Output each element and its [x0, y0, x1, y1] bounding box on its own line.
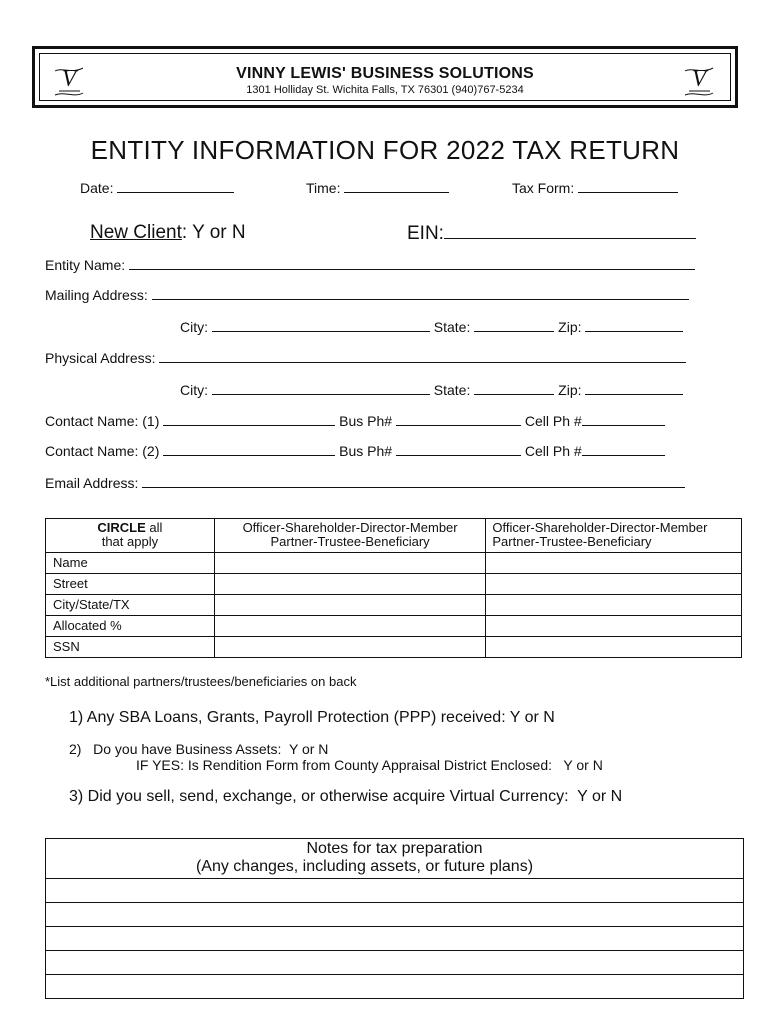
notes-header	[46, 839, 744, 879]
mailing-city-state-zip: City: State: Zip:	[180, 318, 683, 335]
contact-1-cell-phone-input-line[interactable]	[582, 412, 665, 426]
ein-field: EIN:	[407, 222, 696, 245]
row-label-allocated: Allocated %	[46, 616, 215, 637]
table-cell[interactable]	[486, 595, 742, 616]
table-cell[interactable]	[214, 616, 486, 637]
table-cell[interactable]	[486, 553, 742, 574]
table-cell[interactable]	[486, 574, 742, 595]
table-row	[46, 574, 742, 595]
time-input-line[interactable]	[344, 179, 449, 193]
notes-title: Notes for tax preparation	[306, 840, 483, 857]
contact-1-bus-phone-input-line[interactable]	[396, 412, 521, 426]
officer-table-header-row	[46, 519, 742, 553]
table-row	[46, 595, 742, 616]
table-row	[46, 637, 742, 658]
row-label-ssn: SSN	[46, 637, 215, 658]
mailing-address-field: Mailing Address:	[45, 286, 689, 303]
notes-subtitle: (Any changes, including assets, or future plans)	[195, 858, 534, 875]
contact-2-field: Contact Name: (2) Bus Ph# Cell Ph #	[45, 442, 665, 459]
circle-all-header: CIRCLE all that apply	[46, 519, 215, 553]
new-client-label: New Client	[90, 222, 182, 243]
row-label-street: Street	[46, 574, 215, 595]
entity-name-field: Entity Name:	[45, 256, 695, 273]
tax-form-field: Tax Form:	[512, 179, 678, 196]
officer-column-header-1[interactable]: Officer-Shareholder-Director-Member Partner-Trustee-Beneficiary	[214, 519, 486, 553]
physical-zip-input-line[interactable]	[585, 381, 683, 395]
officer-column-header-2[interactable]: Officer-Shareholder-Director-Member Partner-Trustee-Beneficiary	[486, 519, 742, 553]
contact-1-field: Contact Name: (1) Bus Ph# Cell Ph #	[45, 412, 665, 429]
table-cell[interactable]	[214, 595, 486, 616]
mailing-zip-input-line[interactable]	[585, 318, 683, 332]
physical-address-input-line[interactable]	[159, 349, 686, 363]
question-2-followup[interactable]: IF YES: Is Rendition Form from County Appraisal District Enclosed: Y or N	[136, 757, 603, 773]
company-name: VINNY LEWIS' BUSINESS SOLUTIONS	[236, 65, 534, 82]
notes-header-row	[46, 839, 744, 879]
row-label-city-state: City/State/TX	[46, 595, 215, 616]
notes-line[interactable]	[46, 879, 744, 903]
email-address-input-line[interactable]	[142, 474, 685, 488]
physical-state-input-line[interactable]	[474, 381, 554, 395]
table-cell[interactable]	[214, 637, 486, 658]
notes-line[interactable]	[46, 903, 744, 927]
table-cell[interactable]	[214, 574, 486, 595]
physical-city-state-zip: City: State: Zip:	[180, 381, 683, 398]
notes-line[interactable]	[46, 951, 744, 975]
logo-v-icon: V	[52, 62, 86, 100]
letterhead-inner-border	[39, 53, 731, 101]
contact-1-name-input-line[interactable]	[163, 412, 335, 426]
additional-partners-note: *List additional partners/trustees/beneficiaries on back	[45, 674, 357, 689]
company-address: 1301 Holliday St. Wichita Falls, TX 76301 (940)767-5234	[246, 84, 524, 96]
table-row	[46, 616, 742, 637]
email-address-field: Email Address:	[45, 474, 685, 491]
notes-line[interactable]	[46, 927, 744, 951]
mailing-city-input-line[interactable]	[212, 318, 430, 332]
row-label-name: Name	[46, 553, 215, 574]
contact-2-name-input-line[interactable]	[163, 442, 335, 456]
letterhead	[32, 46, 738, 108]
question-3[interactable]: 3) Did you sell, send, exchange, or otherwise acquire Virtual Currency: Y or N	[69, 788, 623, 805]
table-row	[46, 553, 742, 574]
physical-city-input-line[interactable]	[212, 381, 430, 395]
tax-form-input-line[interactable]	[578, 179, 678, 193]
mailing-state-input-line[interactable]	[474, 318, 554, 332]
table-cell[interactable]	[214, 553, 486, 574]
date-field: Date:	[80, 179, 234, 196]
entity-name-input-line[interactable]	[129, 256, 695, 270]
logo-v-icon: V	[682, 62, 716, 100]
contact-2-bus-phone-input-line[interactable]	[396, 442, 521, 456]
question-2[interactable]: 2) Do you have Business Assets: Y or N	[69, 741, 329, 757]
question-1[interactable]: 1) Any SBA Loans, Grants, Payroll Protection (PPP) received: Y or N	[69, 709, 555, 726]
table-cell[interactable]	[486, 637, 742, 658]
date-input-line[interactable]	[117, 179, 234, 193]
physical-address-field: Physical Address:	[45, 349, 686, 366]
new-client-options[interactable]: : Y or N	[181, 222, 246, 243]
ein-input-line[interactable]	[444, 222, 696, 239]
mailing-address-input-line[interactable]	[152, 286, 689, 300]
time-field: Time:	[306, 179, 449, 196]
new-client-field	[90, 222, 246, 244]
notes-line[interactable]	[46, 975, 744, 999]
form-title: ENTITY INFORMATION FOR 2022 TAX RETURN	[90, 135, 680, 165]
officer-table	[45, 518, 742, 658]
contact-2-cell-phone-input-line[interactable]	[582, 442, 665, 456]
notes-table	[45, 838, 744, 999]
table-cell[interactable]	[486, 616, 742, 637]
